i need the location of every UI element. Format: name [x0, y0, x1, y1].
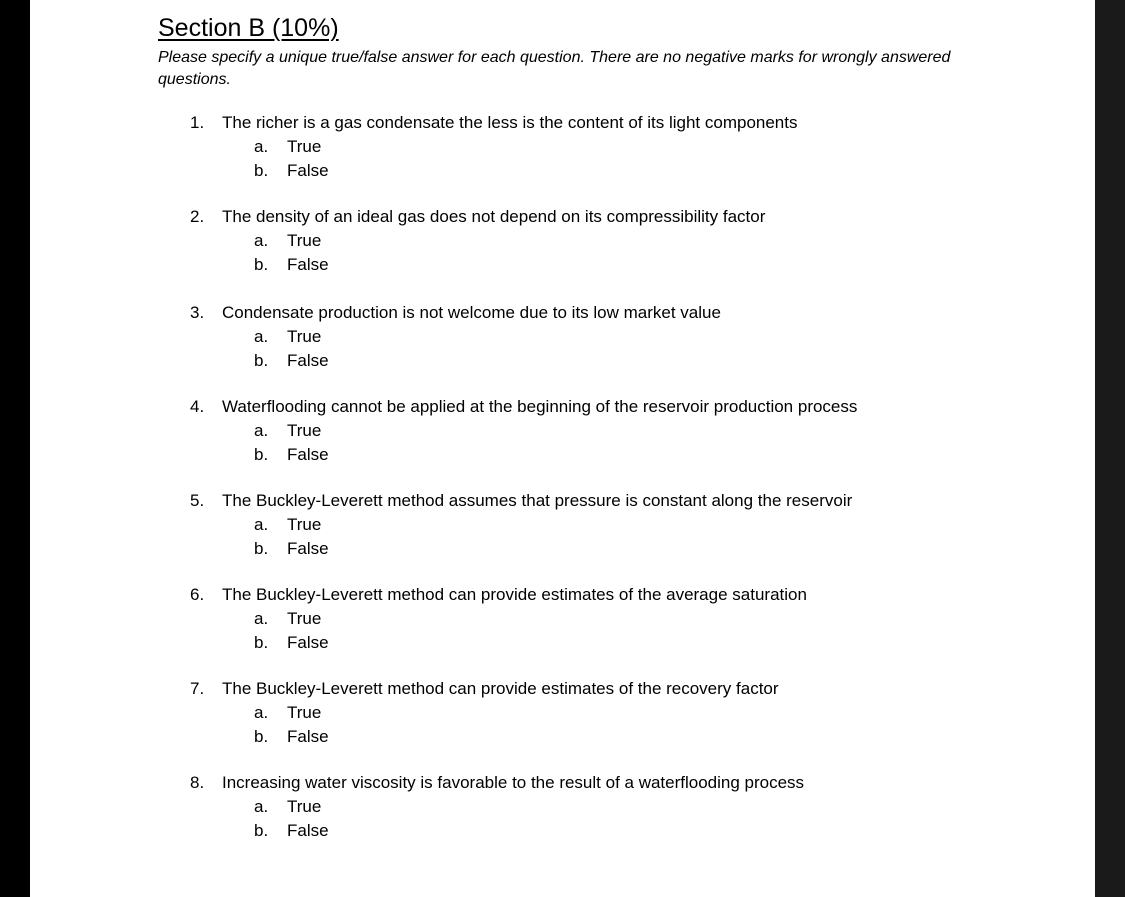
question-text: The Buckley-Leverett method assumes that pressure is constant along the reservoir — [222, 491, 853, 510]
left-margin — [0, 0, 30, 897]
question-number: 7. — [190, 679, 205, 698]
option-letter: a. — [254, 609, 269, 628]
option-false: False — [287, 821, 329, 840]
question-item — [30, 582, 1095, 676]
question-text: Increasing water viscosity is favorable to the result of a waterflooding process — [222, 773, 805, 792]
option-letter: b. — [254, 255, 269, 274]
option-true: True — [287, 421, 322, 440]
question-number: 1. — [190, 113, 205, 132]
section-title: Section B (10%) — [158, 14, 339, 42]
question-text: The Buckley-Leverett method can provide estimates of the average saturation — [222, 585, 807, 604]
section-instructions: Please specify a unique true/false answer for each question. There are no negative marks for wrongly answered questions. — [158, 49, 951, 88]
right-scrollbar-area — [1095, 0, 1125, 897]
option-letter: b. — [254, 633, 269, 652]
question-item — [30, 394, 1095, 488]
question-item — [30, 110, 1095, 204]
document-page — [30, 0, 1095, 897]
option-true: True — [287, 231, 322, 250]
option-letter: b. — [254, 821, 269, 840]
question-list — [30, 110, 1095, 864]
question-item — [30, 204, 1095, 300]
option-letter: a. — [254, 797, 269, 816]
question-number: 5. — [190, 491, 205, 510]
option-false: False — [287, 351, 329, 370]
question-text: Waterflooding cannot be applied at the beginning of the reservoir production process — [222, 397, 858, 416]
option-false: False — [287, 633, 329, 652]
option-letter: b. — [254, 445, 269, 464]
option-letter: b. — [254, 351, 269, 370]
option-true: True — [287, 137, 322, 156]
option-letter: b. — [254, 539, 269, 558]
option-letter: a. — [254, 421, 269, 440]
option-letter: b. — [254, 727, 269, 746]
option-false: False — [287, 161, 329, 180]
question-number: 8. — [190, 773, 205, 792]
question-item — [30, 770, 1095, 864]
option-true: True — [287, 703, 322, 722]
option-letter: a. — [254, 231, 269, 250]
option-false: False — [287, 445, 329, 464]
question-text: The richer is a gas condensate the less is the content of its light components — [222, 113, 798, 132]
question-number: 6. — [190, 585, 205, 604]
option-letter: a. — [254, 327, 269, 346]
question-item — [30, 488, 1095, 582]
option-false: False — [287, 255, 329, 274]
question-item — [30, 676, 1095, 770]
question-item — [30, 300, 1095, 394]
question-number: 4. — [190, 397, 205, 416]
question-number: 2. — [190, 207, 205, 226]
option-letter: a. — [254, 137, 269, 156]
option-false: False — [287, 539, 329, 558]
option-false: False — [287, 727, 329, 746]
option-true: True — [287, 515, 322, 534]
option-letter: a. — [254, 703, 269, 722]
option-true: True — [287, 609, 322, 628]
question-text: The density of an ideal gas does not depend on its compressibility factor — [222, 207, 766, 226]
question-text: Condensate production is not welcome due to its low market value — [222, 303, 721, 322]
option-letter: b. — [254, 161, 269, 180]
option-true: True — [287, 327, 322, 346]
option-letter: a. — [254, 515, 269, 534]
question-text: The Buckley-Leverett method can provide estimates of the recovery factor — [222, 679, 779, 698]
option-true: True — [287, 797, 322, 816]
question-number: 3. — [190, 303, 205, 322]
